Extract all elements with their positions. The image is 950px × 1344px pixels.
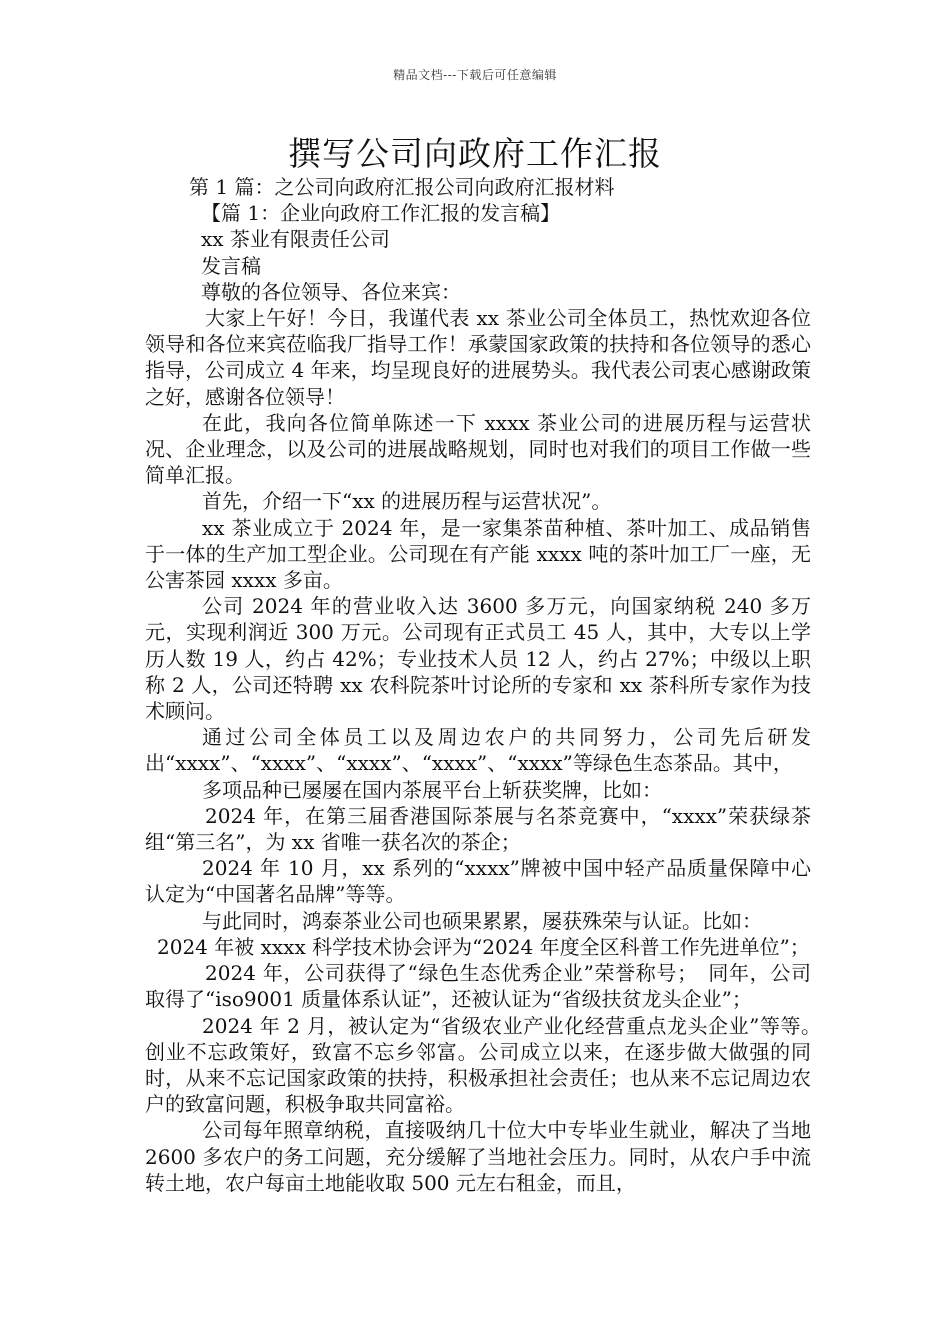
paragraph: 2024 年，在第三届香港国际茶展与名茶竞赛中，“xxxx”荣获绿茶组“第三名”，为 xx 省唯一获名次的茶企； — [145, 803, 811, 855]
paragraph: 首先，介绍一下“xx 的进展历程与运营状况”。 — [202, 489, 612, 514]
paragraph: 大家上午好！今日，我谨代表 xx 茶业公司全体员工，热忱欢迎各位领导和各位来宾莅临我厂指导工作！承蒙国家政策的扶持和各位领导的悉心指导，公司成立 4 年来，均呈现良好的进展势头。我代表公司衷心感谢政策之好，感谢各位领导！ — [145, 306, 811, 409]
header-note: 精品文档---下载后可任意编辑 — [393, 68, 557, 82]
paragraph: 通过公司全体员工以及周边农户的共同努力，公司先后研发出“xxxx”、“xxxx”、“xxxx”、“xxxx”、“xxxx”等绿色生态茶品。其中， — [145, 725, 811, 776]
paragraph: 2024 年，公司获得了“绿色生态优秀企业”荣誉称号； 同年，公司取得了“iso9001 质量体系认证”，还被认证为“省级扶贫龙头企业”； — [145, 961, 811, 1012]
section-heading: 第 1 篇：之公司向政府汇报公司向政府汇报材料 — [189, 175, 615, 199]
paragraph: 2024 年 10 月，xx 系列的“xxxx”牌被中国中轻产品质量保障中心认定为“中国著名品牌”等等。 — [145, 856, 811, 907]
subheading: 【篇 1：企业向政府工作汇报的发言稿】 — [201, 201, 561, 226]
company-line: xx 茶业有限责任公司 — [201, 227, 390, 252]
speech-label: 发言稿 — [201, 253, 261, 278]
paragraph: 在此，我向各位简单陈述一下 xxxx 茶业公司的进展历程与运营状况、企业理念，以及公司的进展战略规划，同时也对我们的项目工作做一些简单汇报。 — [145, 410, 811, 488]
paragraph: 公司 2024 年的营业收入达 3600 多万元，向国家纳税 240 多万元，实现利润近 300 万元。公司现有正式员工 45 人，其中，大专以上学历人数 19 人，约占 42%；专业技术人员 12 人，约占 27%；中级以上职称 2 人，公司还特聘 xx 农科院茶叶讨论所的专家和 xx 茶科所专家作为技术顾问。 — [145, 594, 811, 724]
paragraph: 2024 年被 xxxx 科学技术协会评为“2024 年度全区科普工作先进单位”； — [157, 934, 810, 959]
document-title: 撰写公司向政府工作汇报 — [288, 134, 662, 173]
paragraph: 与此同时，鸿泰茶业公司也硕果累累，屡获殊荣与认证。比如： — [202, 908, 762, 933]
paragraph: 多项品种已屡屡在国内茶展平台上斩获奖牌，比如： — [202, 777, 662, 802]
paragraph: xx 茶业成立于 2024 年，是一家集茶苗种植、茶叶加工、成品销售于一体的生产加工型企业。公司现在有产能 xxxx 吨的茶叶加工厂一座，无公害茶园 xxxx 多亩。 — [145, 515, 811, 593]
paragraph: 2024 年 2 月，被认定为“省级农业产业化经营重点龙头企业”等等。 创业不忘政策好，致富不忘乡邻富。公司成立以来，在逐步做大做强的同时，从来不忘记国家政策的扶持，积极承担社会责任；也从来不忘记周边农户的致富问题，积极争取共同富裕。 — [145, 1013, 831, 1117]
document-body — [145, 174, 831, 1196]
paragraph: 公司每年照章纳税，直接吸纳几十位大中专毕业生就业，解决了当地 2600 多农户的务工问题，充分缓解了当地社会压力。同时，从农户手中流转土地，农户每亩土地能收取 500 元左右租金，而且， — [145, 1118, 811, 1195]
salutation: 尊敬的各位领导、各位来宾： — [201, 279, 461, 304]
